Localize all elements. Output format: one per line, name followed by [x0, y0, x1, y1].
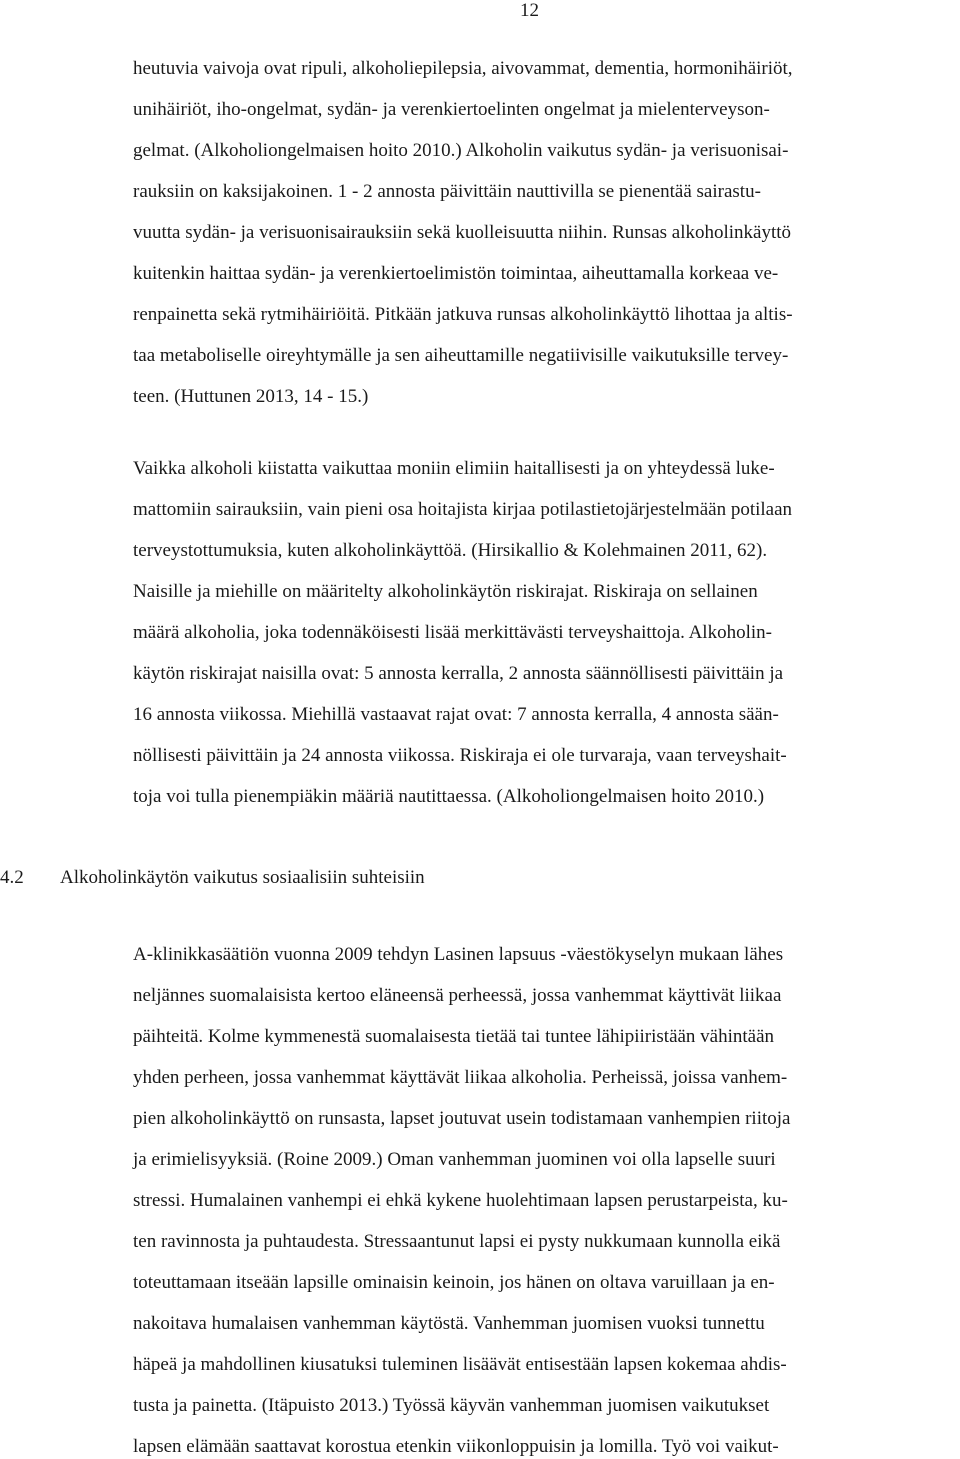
text-line: tusta ja painetta. (Itäpuisto 2013.) Työssä käyvän vanhemman juomisen vaikutukset	[133, 1395, 770, 1416]
text-line: mattomiin sairauksiin, vain pieni osa hoitajista kirjaa potilastietojärjestelmään potilaan	[133, 499, 793, 520]
text-line: A-klinikkasäätiön vuonna 2009 tehdyn Lasinen lapsuus -väestökyselyn mukaan lähes	[133, 944, 784, 965]
text-line: nöllisesti päivittäin ja 24 annosta viikossa. Riskiraja ei ole turvaraja, vaan terveyshait-	[133, 745, 787, 766]
text-line: unihäiriöt, iho-ongelmat, sydän- ja verenkiertoelinten ongelmat ja mielenterveyson-	[133, 99, 770, 120]
text-line: Vaikka alkoholi kiistatta vaikuttaa moniin elimiin haitallisesti ja on yhteydessä luke-	[133, 458, 775, 479]
text-line: päihteitä. Kolme kymmenestä suomalaisesta tietää tai tuntee lähipiiristään vähintään	[133, 1026, 775, 1047]
text-line: määrä alkoholia, joka todennäköisesti lisää merkittävästi terveyshaittoja. Alkoholin-	[133, 622, 772, 643]
text-line: kuitenkin haittaa sydän- ja verenkiertoelimistön toimintaa, aiheuttamalla korkeaa ve-	[133, 263, 779, 284]
text-line: nakoitava humalaisen vanhemman käytöstä. Vanhemman juomisen vuoksi tunnettu	[133, 1313, 765, 1334]
text-line: teen. (Huttunen 2013, 14 - 15.)	[133, 386, 369, 407]
text-line: toteuttamaan itseään lapsille ominaisin keinoin, jos hänen on oltava varuillaan ja en-	[133, 1272, 775, 1293]
paragraph-3	[133, 943, 933, 1459]
section-number: 4.2	[0, 867, 24, 888]
text-line: Naisille ja miehille on määritelty alkoholinkäytön riskirajat. Riskiraja on sellainen	[133, 581, 758, 602]
text-line: pien alkoholinkäyttö on runsasta, lapset joutuvat usein todistamaan vanhempien riitoja	[133, 1108, 791, 1129]
text-line: rauksiin on kaksijakoinen. 1 - 2 annosta päivittäin nauttivilla se pienentää sairastu-	[133, 181, 761, 202]
text-line: stressi. Humalainen vanhempi ei ehkä kykene huolehtimaan lapsen perustarpeista, ku-	[133, 1190, 788, 1211]
text-line: heutuvia vaivoja ovat ripuli, alkoholiepilepsia, aivovammat, dementia, hormonihäiriöt,	[133, 58, 793, 79]
paragraph-1	[133, 57, 933, 409]
text-line: gelmat. (Alkoholiongelmaisen hoito 2010.) Alkoholin vaikutus sydän- ja verisuonisai-	[133, 140, 789, 161]
text-line: terveystottumuksia, kuten alkoholinkäyttöä. (Hirsikallio & Kolehmainen 2011, 62).	[133, 540, 768, 561]
text-line: vuutta sydän- ja verisuonisairauksiin sekä kuolleisuutta niihin. Runsas alkoholinkäyttö	[133, 222, 792, 243]
text-line: ten ravinnosta ja puhtaudesta. Stressaantunut lapsi ei pysty nukkumaan kunnolla eikä	[133, 1231, 781, 1252]
text-line: neljännes suomalaisista kertoo eläneensä perheessä, jossa vanhemmat käyttivät liikaa	[133, 985, 782, 1006]
text-line: renpainetta sekä rytmihäiriöitä. Pitkään jatkuva runsas alkoholinkäyttö lihottaa ja altis-	[133, 304, 793, 325]
text-line: lapsen elämään saattavat korostua etenkin viikonloppuisin ja lomilla. Työ voi vaikut-	[133, 1436, 779, 1457]
text-line: ja erimielisyyksiä. (Roine 2009.) Oman vanhemman juominen voi olla lapselle suuri	[133, 1149, 776, 1170]
paragraph-2	[133, 457, 933, 809]
text-line: 16 annosta viikossa. Miehillä vastaavat rajat ovat: 7 annosta kerralla, 4 annosta sään-	[133, 704, 779, 725]
text-line: käytön riskirajat naisilla ovat: 5 annosta kerralla, 2 annosta säännöllisesti päivittäin ja	[133, 663, 784, 684]
text-line: häpeä ja mahdollinen kiusatuksi tuleminen lisäävät entisestään lapsen kokemaa ahdis-	[133, 1354, 787, 1375]
text-line: taa metaboliselle oireyhtymälle ja sen aiheuttamille negatiivisille vaikutuksille tervey-	[133, 345, 789, 366]
text-line: yhden perheen, jossa vanhemmat käyttävät liikaa alkoholia. Perheissä, joissa vanhem-	[133, 1067, 788, 1088]
text-line: toja voi tulla pienempiäkin määriä nautittaessa. (Alkoholiongelmaisen hoito 2010.)	[133, 786, 765, 807]
page-number: 12	[520, 0, 539, 21]
section-title: Alkoholinkäytön vaikutus sosiaalisiin suhteisiin	[60, 867, 425, 888]
